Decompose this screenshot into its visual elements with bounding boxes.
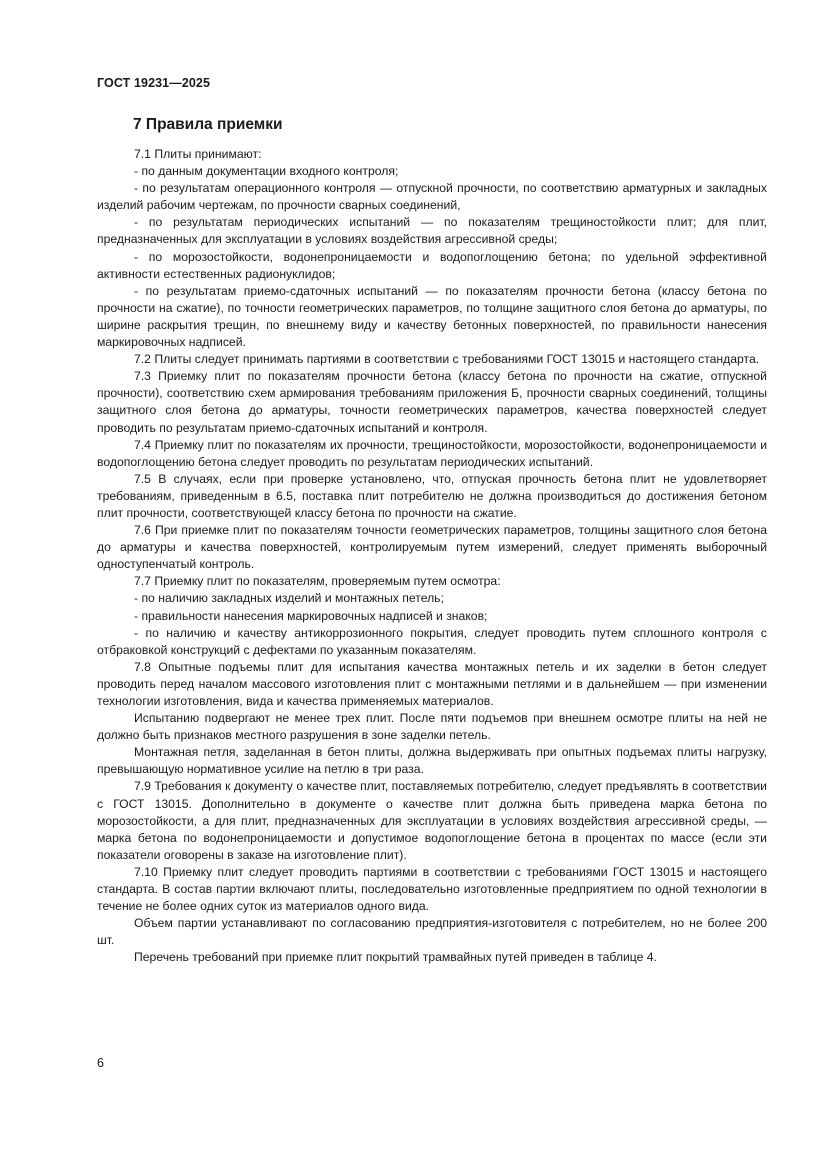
list-item-frost-resistance: - по морозостойкости, водонепроницаемости и водопоглощению бетона; по удельной эффективной активности естественных радионуклидов; [97, 249, 767, 281]
paragraph-7-2: 7.2 Плиты следует принимать партиями в соответствии с требованиями ГОСТ 13015 и настоящего стандарта. [134, 352, 760, 367]
list-item-periodic-tests: - по результатам периодических испытаний — по показателям трещиностойкости плит; для плит, предназначенных для эксплуатации в условиях воздействия агрессивной среды; [97, 215, 767, 247]
section-body [97, 146, 767, 967]
paragraph-table-reference: Перечень требований при приемке плит покрытий трамвайных путей приведен в таблице 4. [134, 950, 657, 965]
list-item-input-control: - по данным документации входного контроля; [134, 164, 399, 179]
section-title: 7 Правила приемки [133, 116, 283, 133]
paragraph-7-3: 7.3 Приемку плит по показателям прочности бетона (классу бетона по прочности на сжатие, отпускной прочности), соответствию схем армирования требованиям приложения Б, прочности сварных соединений, толщины защитного слоя бетона до арматуры, точности геометрических параметров, качества поверхностей следует проводить по результатам приемо-сдаточных испытаний и контроля. [97, 369, 767, 435]
paragraph-7-5: 7.5 В случаях, если при проверке установлено, что, отпуская прочность бетона плит не удовлетворяет требованиям, приведенным в 6.5, поставка плит потребителю не должна производиться до достижения бетоном плит прочности, соответствующей классу бетона по прочности на сжатие. [97, 471, 767, 520]
list-item-embedded-parts: - по наличию закладных изделий и монтажных петель; [134, 591, 444, 606]
list-item-marking: - правильности нанесения маркировочных надписей и знаков; [134, 608, 488, 623]
paragraph-7-4: 7.4 Приемку плит по показателям их прочности, трещиностойкости, морозостойкости, водонепроницаемости и водопоглощению бетона следует проводить по результатам периодических испытаний. [97, 437, 767, 469]
paragraph-7-8-tests: Испытанию подвергают не менее трех плит. После пяти подъемов при внешнем осмотре плиты на ней не должно быть признаков местного разрушения в зоне заделки петель. [97, 711, 767, 743]
document-code-header: ГОСТ 19231—2025 [97, 76, 211, 90]
paragraph-7-10: 7.10 Приемку плит следует проводить партиями в соответствии с требованиями ГОСТ 13015 и настоящего стандарта. В состав партии включают плиты, последовательно изготовленные предприятием по одной технологии в течение не более одних суток из материалов одного вида. [97, 864, 767, 914]
list-item-operational-control: - по результатам операционного контроля — отпускной прочности, по соответствию арматурных и закладных изделий рабочим чертежам, по прочности сварных соединений, [97, 181, 767, 213]
paragraph-7-7: 7.7 Приемку плит по показателям, проверяемым путем осмотра: [134, 574, 501, 589]
paragraph-batch-volume: Объем партии устанавливают по согласованию предприятия-изготовителя с потребителем, но не более 200 шт. [97, 916, 767, 948]
paragraph-7-9: 7.9 Требования к документу о качестве плит, поставляемых потребителю, следует предъявлять в соответствии с ГОСТ 13015. Дополнительно в документе о качестве плит должна быть приведена марка бетона по морозостойкости, а для плит, предназначенных для эксплуатации в условиях воздействия агрессивной среды, — марка бетона по водонепроницаемости и допустимое водопоглощение бетона в процентах по массе (если эти показатели оговорены в заказе на изготовление плит). [97, 779, 767, 862]
list-item-acceptance-tests: - по результатам приемо-сдаточных испытаний — по показателям прочности бетона (классу бетона по прочности на сжатие), по точности геометрических параметров, по толщине защитного слоя бетона до арматуры, по ширине раскрытия трещин, по внешнему виду и качеству бетонных поверхностей, по правильности нанесения маркировочных надписей. [97, 283, 767, 350]
paragraph-7-8-loop: Монтажная петля, заделанная в бетон плиты, должна выдерживать при опытных подъемах плиты нагрузку, превышающую нормативное усилие на петлю в три раза. [97, 745, 767, 777]
page-number: 6 [97, 1056, 104, 1070]
paragraph-7-6: 7.6 При приемке плит по показателям точности геометрических параметров, толщины защитного слоя бетона до арматуры и качества поверхностей, контролируемым путем измерений, следует применять выборочный одноступенчатый контроль. [97, 523, 767, 572]
list-item-anticorrosion: - по наличию и качеству антикоррозионного покрытия, следует проводить путем сплошного контроля с отбраковкой конструкций с дефектами по указанным показателям. [97, 625, 767, 657]
paragraph-7-1: 7.1 Плиты принимают: [134, 147, 262, 161]
paragraph-7-8: 7.8 Опытные подъемы плит для испытания качества монтажных петель и их заделки в бетон следует проводить перед началом массового изготовления плит с монтажными петлями и в дальнейшем — при изменении технологии изготовления, вида и качества применяемых материалов. [97, 659, 767, 708]
